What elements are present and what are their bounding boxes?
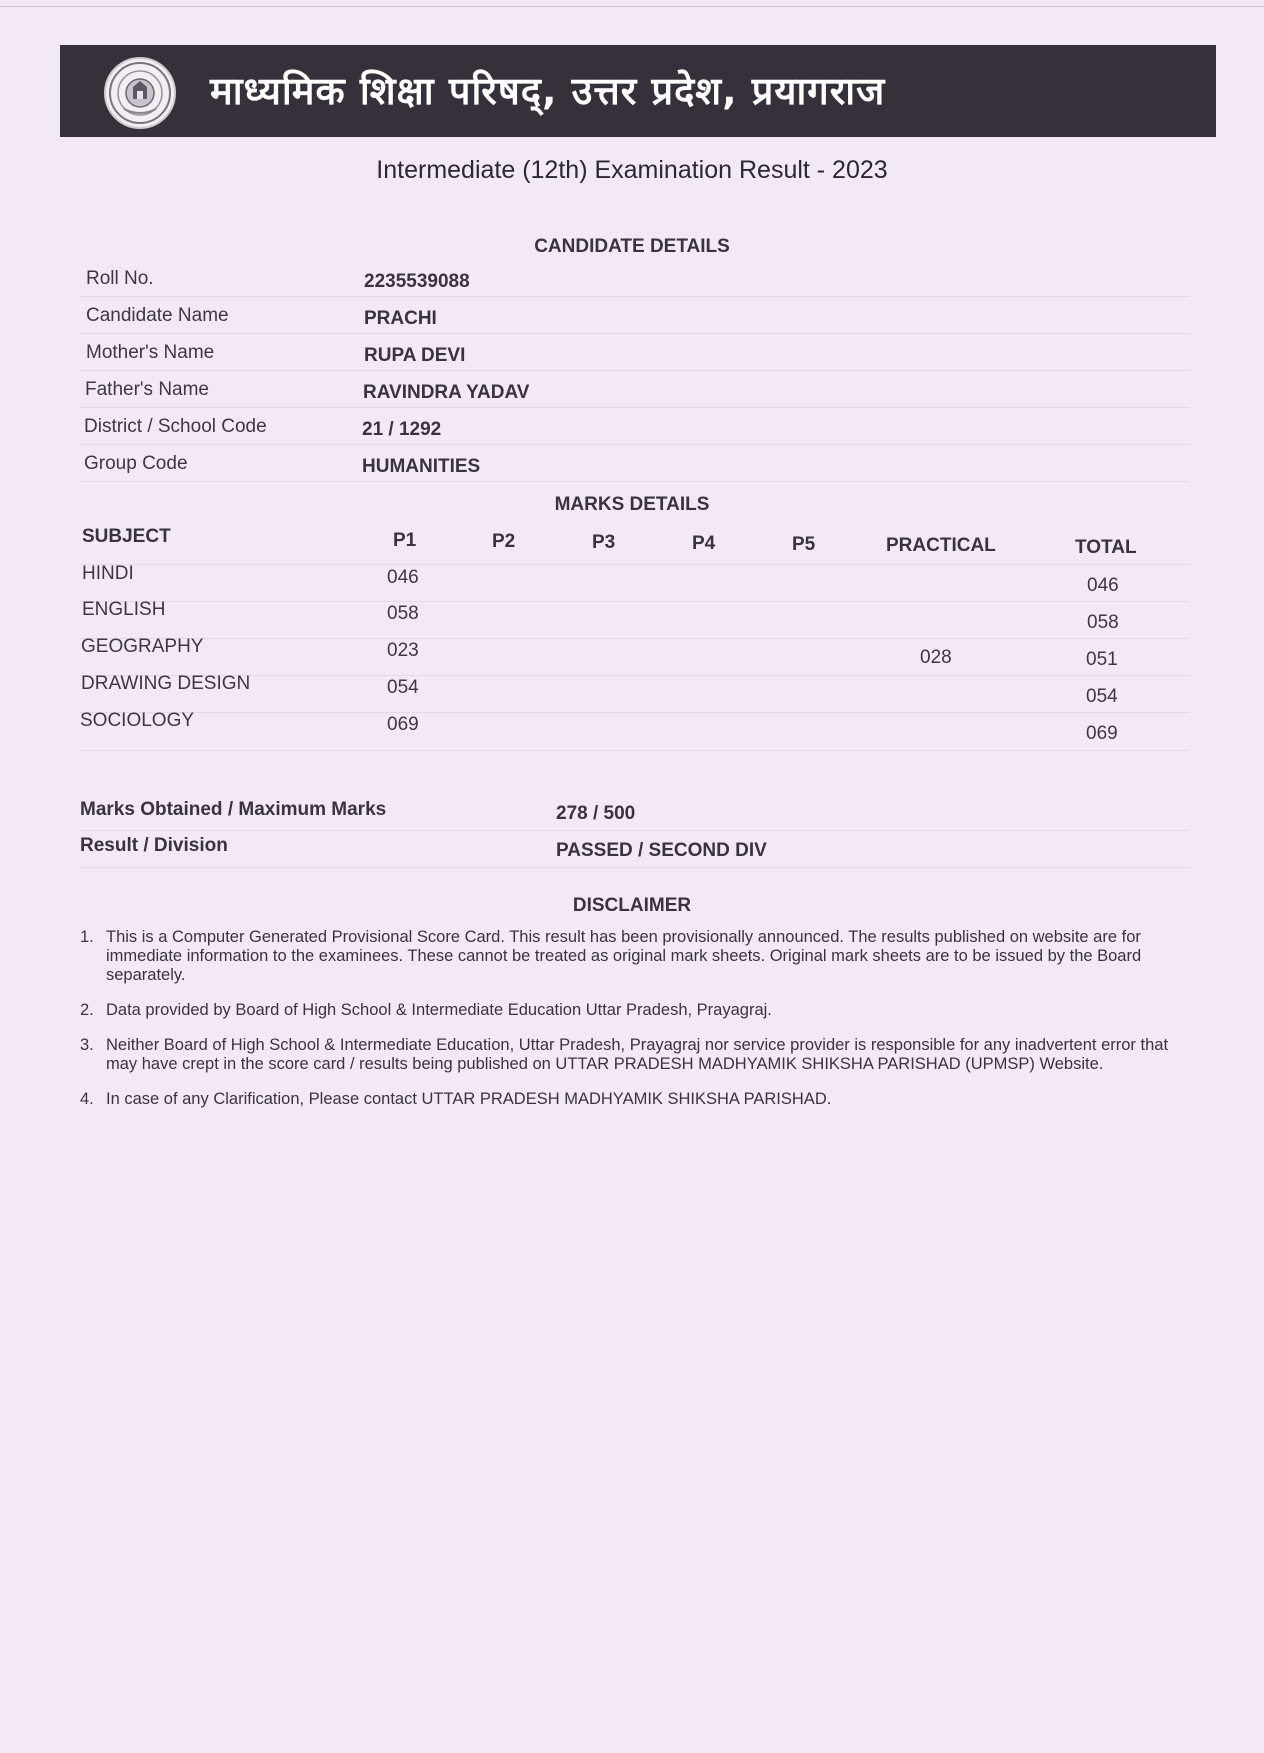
column-p1: P1 — [393, 530, 417, 551]
column-total: TOTAL — [1075, 537, 1137, 558]
subject-total: 054 — [1086, 686, 1118, 707]
column-p2: P2 — [492, 531, 516, 552]
subject-name: DRAWING DESIGN — [81, 673, 251, 694]
board-title: माध्यमिक शिक्षा परिषद्, उत्तर प्रदेश, प्रयागराज — [210, 69, 886, 113]
mother-name-label: Mother's Name — [86, 342, 215, 363]
result-division-label: Result / Division — [80, 835, 228, 856]
subject-total: 046 — [1087, 575, 1119, 596]
column-subject: SUBJECT — [82, 526, 171, 547]
subject-total: 069 — [1086, 723, 1118, 744]
column-practical: PRACTICAL — [886, 535, 996, 556]
roll-no-value: 2235539088 — [364, 271, 470, 292]
exam-title: Intermediate (12th) Examination Result - 2023 — [376, 156, 888, 184]
result-division-value: PASSED / SECOND DIV — [556, 840, 767, 861]
row-divider — [80, 867, 1190, 868]
disclaimer-item — [80, 1036, 1174, 1074]
subject-p1: 023 — [387, 640, 419, 661]
subject-name: ENGLISH — [82, 599, 166, 620]
subject-p1: 054 — [387, 677, 419, 698]
row-divider — [80, 750, 1190, 751]
roll-no-label: Roll No. — [86, 268, 154, 289]
row-divider — [80, 601, 1190, 602]
row-divider — [80, 481, 1190, 482]
subject-name: SOCIOLOGY — [80, 710, 195, 731]
row-divider — [80, 830, 1190, 831]
disclaimer-text: This is a Computer Generated Provisional Score Card. This result has been provisionally announced. The results published on website are for immediate information to the examinees. These cannot be treated as original mark sheets. Original mark sheets are to be issued by the Board separately. — [106, 928, 1142, 984]
disclaimer-heading: DISCLAIMER — [572, 895, 692, 916]
district-school-code-label: District / School Code — [84, 416, 267, 437]
disclaimer-number: 4. — [80, 1090, 94, 1108]
subject-name: HINDI — [82, 563, 134, 584]
mother-name-value: RUPA DEVI — [364, 345, 466, 366]
candidate-details-heading: CANDIDATE DETAILS — [534, 236, 730, 257]
disclaimer-item — [80, 1001, 1174, 1020]
marks-obtained-label: Marks Obtained / Maximum Marks — [80, 799, 387, 820]
group-code-label: Group Code — [84, 453, 188, 474]
disclaimer-text: Neither Board of High School & Intermediate Education, Uttar Pradesh, Prayagraj nor service provider is responsible for any inadvertent error that may have crept in the score card / results being published on UTTAR PRADESH MADHYAMIK SHIKSHA PARISHAD (UPMSP) Website. — [106, 1036, 1169, 1073]
row-divider — [80, 333, 1190, 334]
row-divider — [80, 444, 1190, 445]
father-name-label: Father's Name — [85, 379, 210, 400]
district-school-code-value: 21 / 1292 — [362, 419, 442, 440]
subject-practical: 028 — [920, 647, 952, 668]
row-divider — [80, 370, 1190, 371]
disclaimer-number: 1. — [80, 928, 94, 946]
emblem-graphic — [106, 59, 174, 127]
disclaimer-text: Data provided by Board of High School & Intermediate Education Uttar Pradesh, Prayagraj. — [106, 1001, 772, 1019]
column-p4: P4 — [692, 533, 716, 554]
candidate-name-label: Candidate Name — [86, 305, 229, 326]
group-code-value: HUMANITIES — [362, 456, 481, 477]
header-banner — [60, 45, 1216, 137]
column-p5: P5 — [792, 534, 816, 555]
row-divider — [80, 712, 1190, 713]
subject-p1: 069 — [387, 714, 419, 735]
subject-p1: 058 — [387, 603, 419, 624]
disclaimer-list — [80, 928, 1174, 1125]
candidate-name-value: PRACHI — [364, 308, 437, 329]
disclaimer-number: 3. — [80, 1036, 94, 1054]
row-divider — [80, 564, 1190, 565]
disclaimer-text: In case of any Clarification, Please contact UTTAR PRADESH MADHYAMIK SHIKSHA PARISHAD. — [106, 1090, 832, 1108]
disclaimer-number: 2. — [80, 1001, 94, 1019]
marks-details-heading: MARKS DETAILS — [554, 494, 710, 515]
row-divider — [80, 296, 1190, 297]
subject-total: 058 — [1087, 612, 1119, 633]
subject-total: 051 — [1086, 649, 1118, 670]
father-name-value: RAVINDRA YADAV — [363, 382, 530, 403]
column-p3: P3 — [592, 532, 616, 553]
subject-p1: 046 — [387, 567, 419, 588]
upmsp-emblem-icon — [104, 57, 176, 129]
marks-obtained-value: 278 / 500 — [556, 803, 636, 824]
disclaimer-item — [80, 1090, 1174, 1109]
disclaimer-item — [80, 928, 1174, 985]
top-border-line — [0, 6, 1264, 7]
subject-name: GEOGRAPHY — [81, 636, 204, 657]
row-divider — [80, 638, 1190, 639]
row-divider — [80, 407, 1190, 408]
